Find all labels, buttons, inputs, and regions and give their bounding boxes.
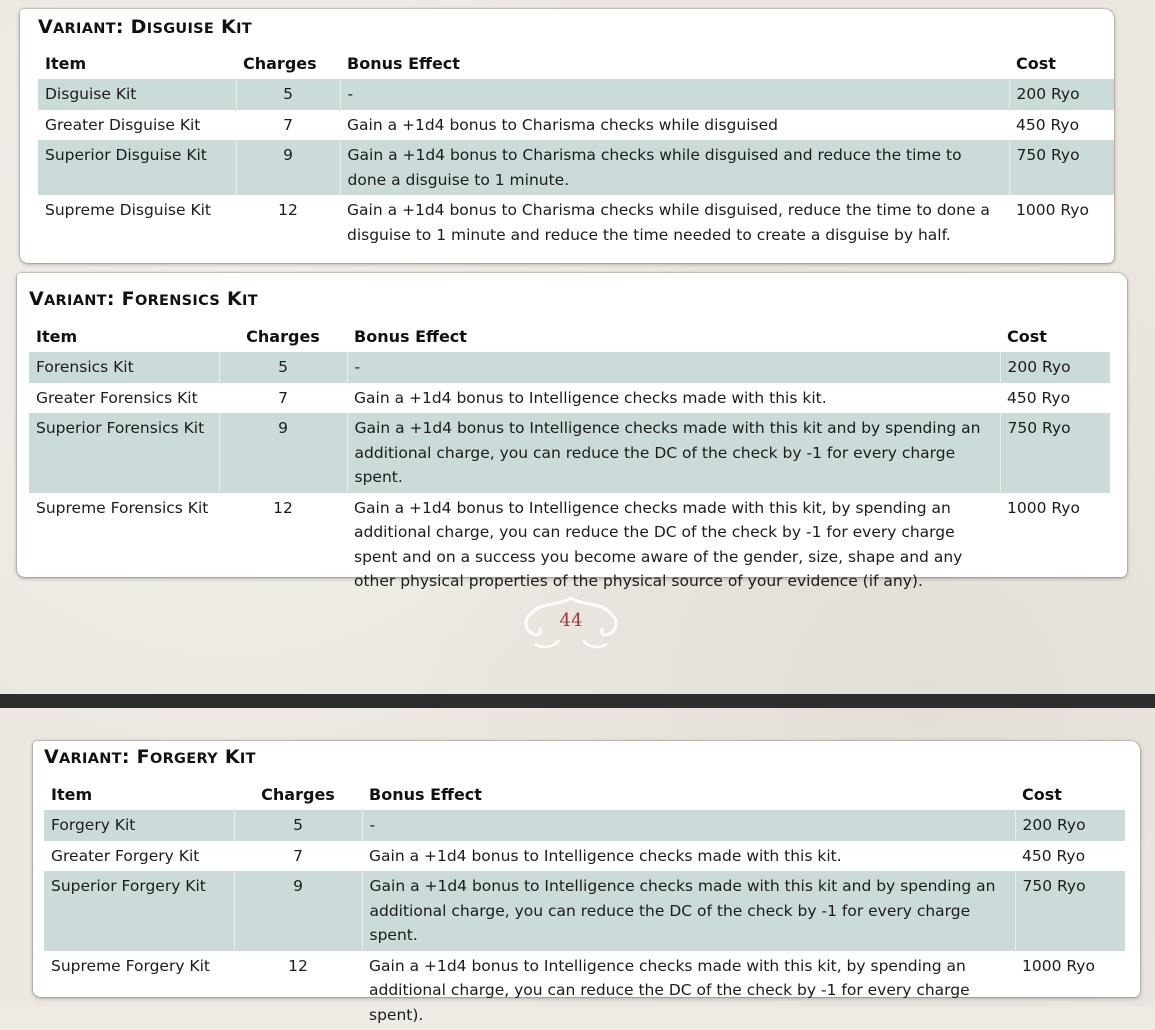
charges-cell: 7 xyxy=(234,841,362,872)
item-cell: Superior Forgery Kit xyxy=(44,871,234,951)
cost-cell: 450 Ryo xyxy=(1015,841,1125,872)
forensics-kit-title: VARIANT: FORENSICS KIT xyxy=(29,288,258,310)
page-number: 44 xyxy=(515,610,627,631)
header-bonus-effect: Bonus Effect xyxy=(362,780,1015,810)
cost-cell: 750 Ryo xyxy=(1009,140,1114,195)
bonus-cell: - xyxy=(340,79,1009,110)
item-cell: Superior Forensics Kit xyxy=(29,413,219,493)
bonus-cell: Gain a +1d4 bonus to Charisma checks while disguised, reduce the time to done a disguise to 1 minute and reduce the time needed to create a disguise by half. xyxy=(340,195,1009,250)
header-item: Item xyxy=(38,49,236,79)
cost-cell: 200 Ryo xyxy=(1015,810,1125,841)
table-row xyxy=(44,810,1125,841)
item-cell: Greater Disguise Kit xyxy=(38,110,236,141)
table-row xyxy=(38,140,1114,195)
item-cell: Supreme Disguise Kit xyxy=(38,195,236,250)
table-row xyxy=(44,871,1125,951)
table-row xyxy=(38,110,1114,141)
cost-cell: 450 Ryo xyxy=(1009,110,1114,141)
header-cost: Cost xyxy=(1015,780,1125,810)
bonus-cell: - xyxy=(347,352,1000,383)
cost-cell: 1000 Ryo xyxy=(1000,493,1110,597)
bonus-cell: - xyxy=(362,810,1015,841)
table-row xyxy=(29,383,1110,414)
table-row xyxy=(29,413,1110,493)
header-cost: Cost xyxy=(1000,322,1110,352)
charges-cell: 9 xyxy=(236,140,340,195)
bonus-cell: Gain a +1d4 bonus to Intelligence checks made with this kit and by spending an additional charge, you can reduce the DC of the check by -1 for every charge spent. xyxy=(362,871,1015,951)
header-charges: Charges xyxy=(234,780,362,810)
bonus-cell: Gain a +1d4 bonus to Intelligence checks made with this kit. xyxy=(347,383,1000,414)
item-cell: Greater Forgery Kit xyxy=(44,841,234,872)
item-cell: Superior Disguise Kit xyxy=(38,140,236,195)
table-row xyxy=(38,195,1114,250)
charges-cell: 7 xyxy=(219,383,347,414)
table-row xyxy=(29,352,1110,383)
item-cell: Forgery Kit xyxy=(44,810,234,841)
bonus-cell: Gain a +1d4 bonus to Charisma checks while disguised xyxy=(340,110,1009,141)
bonus-cell: Gain a +1d4 bonus to Charisma checks while disguised and reduce the time to done a disguise to 1 minute. xyxy=(340,140,1009,195)
bonus-cell: Gain a +1d4 bonus to Intelligence checks made with this kit, by spending an additional charge, you can reduce the DC of the check by -1 for every charge spent). xyxy=(362,951,1015,1030)
item-cell: Supreme Forensics Kit xyxy=(29,493,219,597)
table-header-row xyxy=(38,49,1114,79)
item-cell: Forensics Kit xyxy=(29,352,219,383)
table-row xyxy=(44,951,1125,1030)
charges-cell: 5 xyxy=(219,352,347,383)
charges-cell: 9 xyxy=(234,871,362,951)
cost-cell: 200 Ryo xyxy=(1009,79,1114,110)
charges-cell: 12 xyxy=(219,493,347,597)
header-bonus-effect: Bonus Effect xyxy=(347,322,1000,352)
charges-cell: 5 xyxy=(236,79,340,110)
header-bonus-effect: Bonus Effect xyxy=(340,49,1009,79)
table-header-row xyxy=(29,322,1110,352)
cost-cell: 200 Ryo xyxy=(1000,352,1110,383)
item-cell: Supreme Forgery Kit xyxy=(44,951,234,1030)
table-row xyxy=(44,841,1125,872)
disguise-kit-title: VARIANT: DISGUISE KIT xyxy=(38,16,252,38)
page-divider xyxy=(0,694,1155,708)
charges-cell: 9 xyxy=(219,413,347,493)
table-header-row xyxy=(44,780,1125,810)
item-cell: Greater Forensics Kit xyxy=(29,383,219,414)
forgery-kit-table xyxy=(44,780,1125,1030)
header-cost: Cost xyxy=(1009,49,1114,79)
cost-cell: 750 Ryo xyxy=(1000,413,1110,493)
charges-cell: 7 xyxy=(236,110,340,141)
cost-cell: 450 Ryo xyxy=(1000,383,1110,414)
cost-cell: 1000 Ryo xyxy=(1009,195,1114,250)
bonus-cell: Gain a +1d4 bonus to Intelligence checks made with this kit. xyxy=(362,841,1015,872)
item-cell: Disguise Kit xyxy=(38,79,236,110)
charges-cell: 12 xyxy=(234,951,362,1030)
cost-cell: 750 Ryo xyxy=(1015,871,1125,951)
header-charges: Charges xyxy=(219,322,347,352)
page-number-ornament xyxy=(515,594,627,654)
cost-cell: 1000 Ryo xyxy=(1015,951,1125,1030)
bonus-cell: Gain a +1d4 bonus to Intelligence checks made with this kit, by spending an additional charge, you can reduce the DC of the check by -1 for every charge spent and on a success you become aware of the gender, size, shape and any other physical properties of the physical source of your evidence (if any). xyxy=(347,493,1000,597)
bonus-cell: Gain a +1d4 bonus to Intelligence checks made with this kit and by spending an additional charge, you can reduce the DC of the check by -1 for every charge spent. xyxy=(347,413,1000,493)
charges-cell: 5 xyxy=(234,810,362,841)
table-row xyxy=(29,493,1110,597)
header-item: Item xyxy=(29,322,219,352)
header-item: Item xyxy=(44,780,234,810)
header-charges: Charges xyxy=(236,49,340,79)
table-row xyxy=(38,79,1114,110)
disguise-kit-table xyxy=(38,49,1114,250)
forensics-kit-table xyxy=(29,322,1110,597)
forgery-kit-title: VARIANT: FORGERY KIT xyxy=(44,746,256,768)
charges-cell: 12 xyxy=(236,195,340,250)
